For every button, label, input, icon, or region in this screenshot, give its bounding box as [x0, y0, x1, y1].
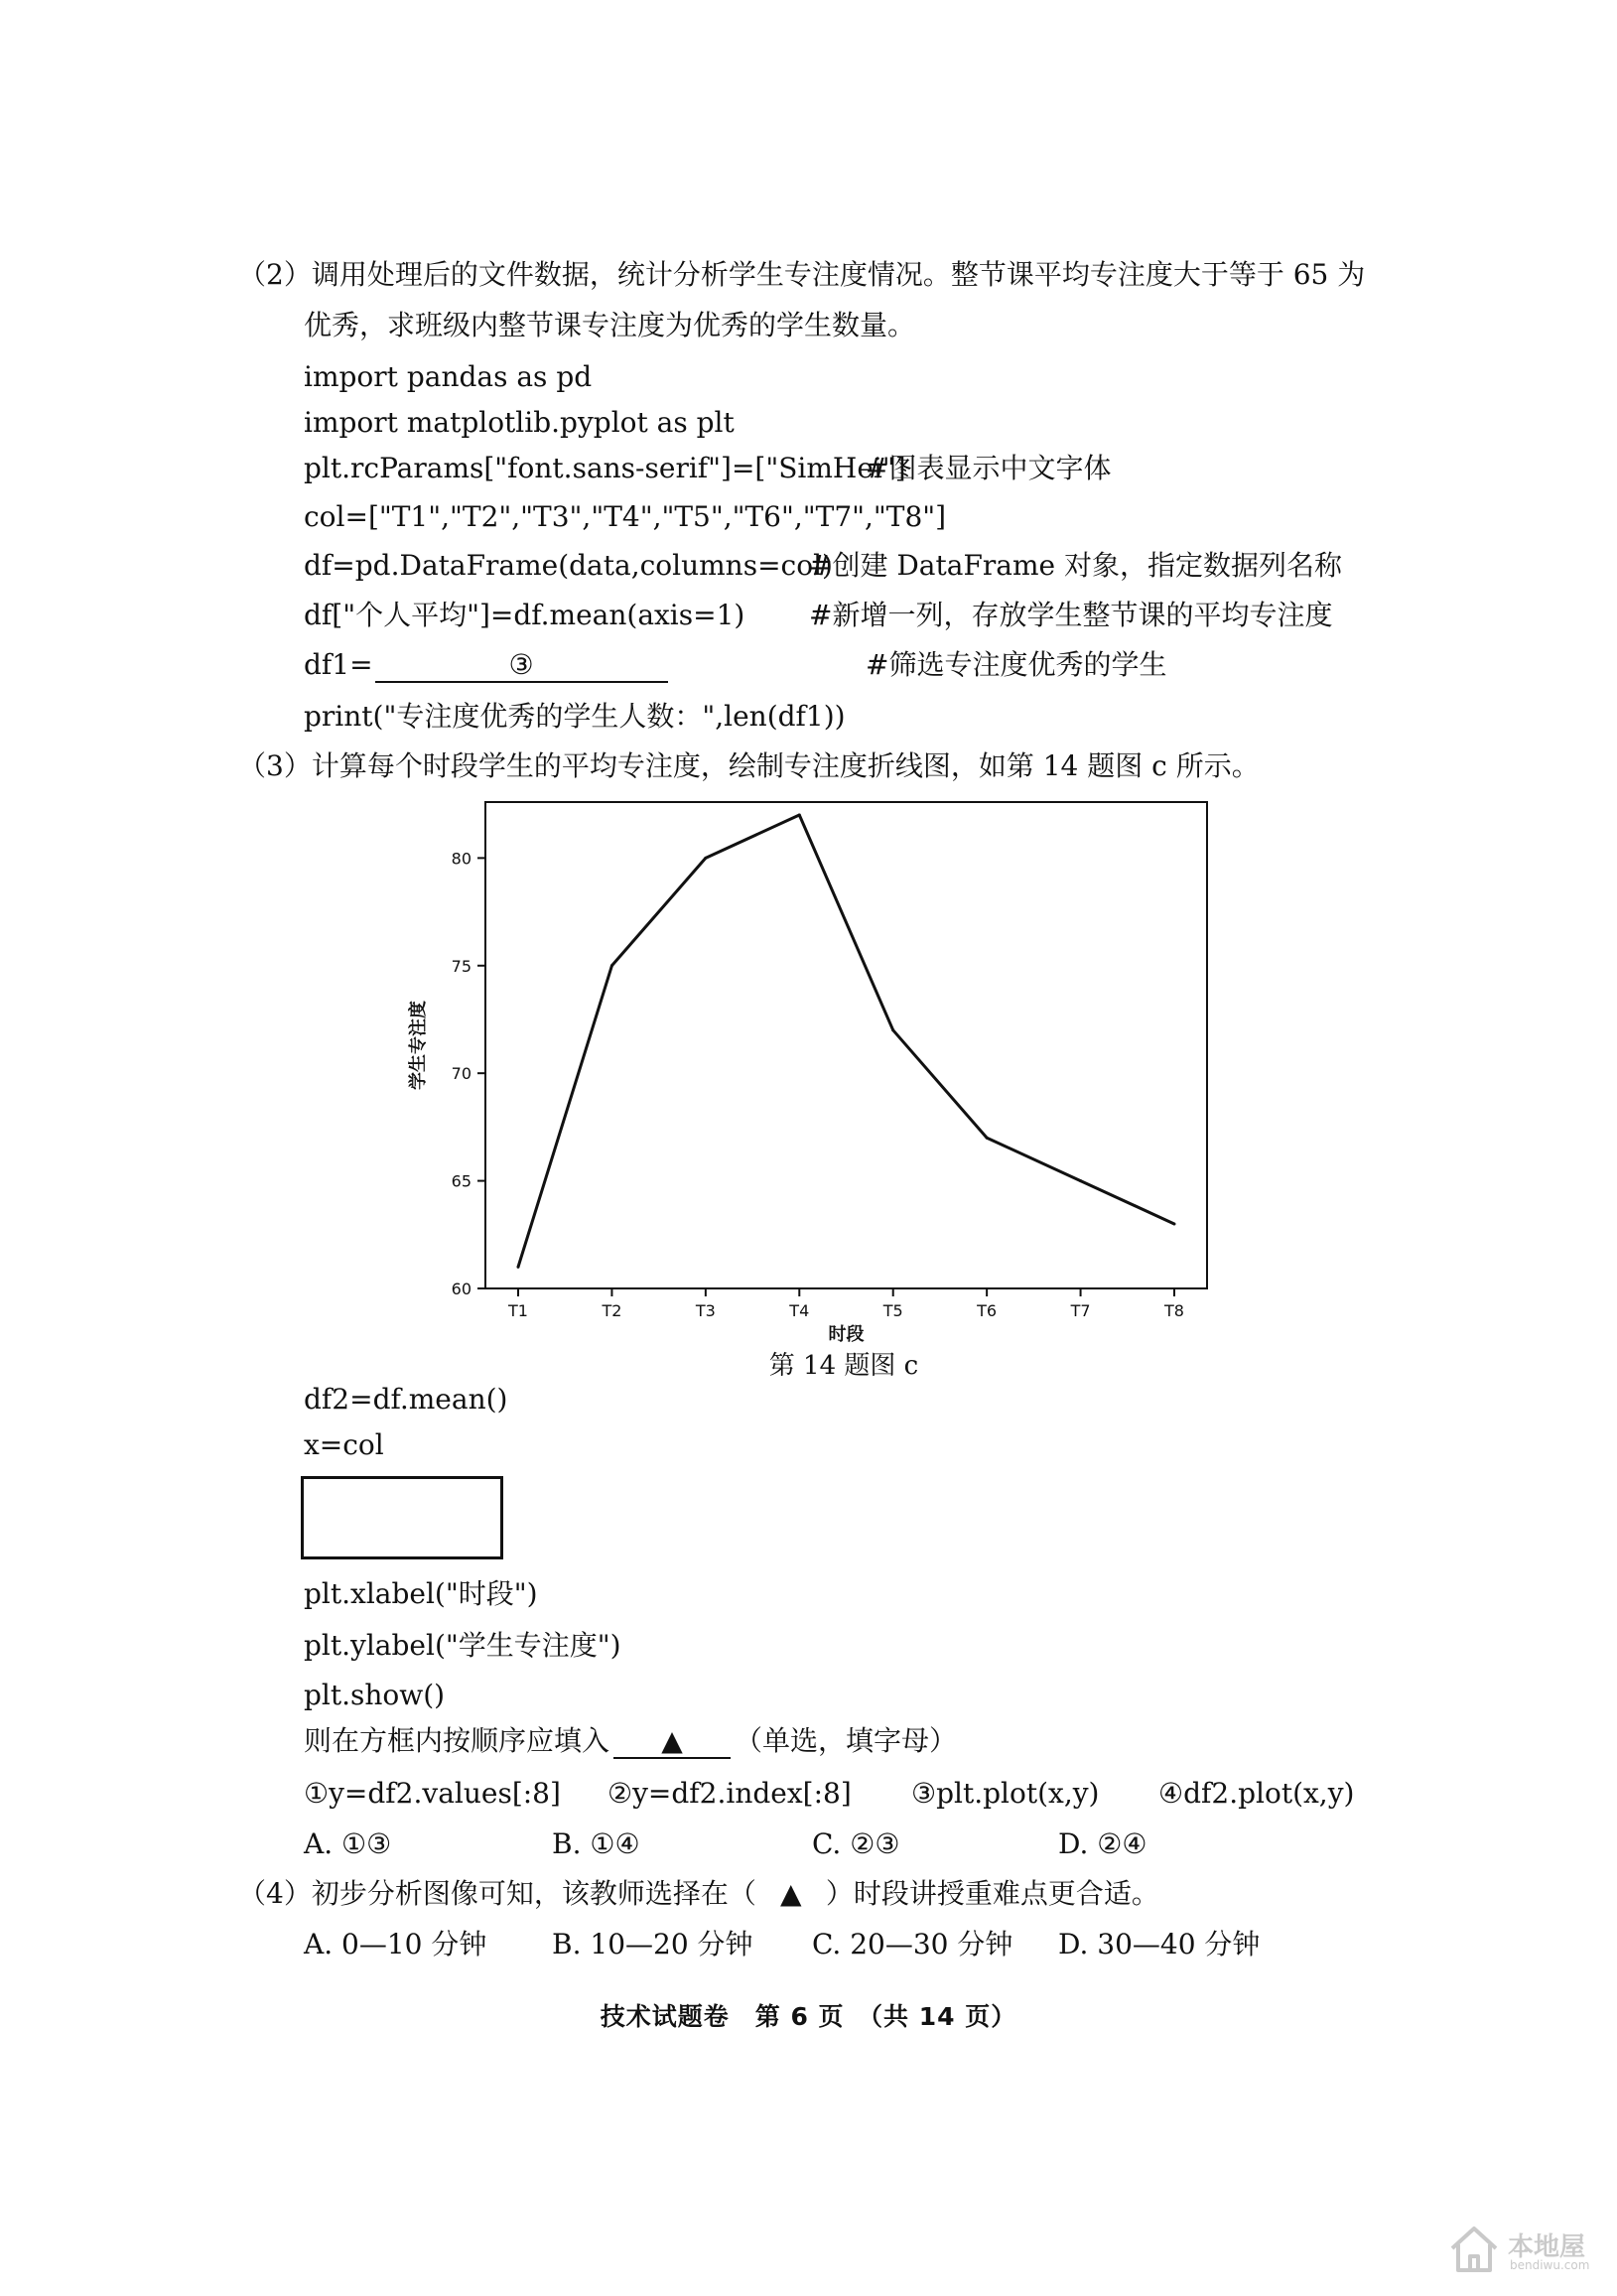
q3-option-a[interactable]: A. ①③ — [304, 1827, 392, 1860]
code-line-x: x=col — [304, 1428, 384, 1461]
q3-text-line1: （3）计算每个时段学生的平均专注度，绘制专注度折线图，如第 14 题图 c 所示。 — [238, 749, 1260, 782]
q4-text — [238, 1876, 1159, 1912]
data-point — [891, 1028, 894, 1031]
watermark-url: bendiwu.com — [1510, 2258, 1590, 2272]
data-point — [798, 814, 801, 817]
choice-2: ②y=df2.index[:8] — [607, 1777, 852, 1810]
code-comment-rcparams: #图表显示中文字体 — [866, 452, 1112, 484]
code-answer-box[interactable] — [301, 1476, 503, 1559]
answer-blank-3[interactable]: ③ — [375, 649, 668, 683]
code-comment-dataframe: #创建 DataFrame 对象，指定数据列名称 — [809, 549, 1342, 582]
x-tick-label: T8 — [1164, 1301, 1184, 1320]
code-line-rcparams: plt.rcParams["font.sans-serif"]=["SimHei"] — [304, 452, 906, 484]
code-line-import-matplotlib: import matplotlib.pyplot as plt — [304, 406, 735, 439]
q2-text-line2: 优秀，求班级内整节课专注度为优秀的学生数量。 — [304, 309, 916, 341]
code-comment-mean: #新增一列，存放学生整节课的平均专注度 — [809, 599, 1333, 631]
y-tick-label: 60 — [451, 1280, 472, 1298]
series-line — [518, 815, 1174, 1267]
q4-suffix: ）时段讲授重难点更合适。 — [825, 1877, 1159, 1910]
y-tick-label: 65 — [451, 1171, 472, 1191]
x-tick-label: T3 — [695, 1301, 716, 1320]
x-tick-label: T6 — [977, 1301, 998, 1320]
figure-caption: 第 14 题图 c — [768, 1351, 919, 1381]
data-point — [1079, 1179, 1082, 1182]
y-tick-label: 70 — [451, 1064, 472, 1084]
x-tick-label: T2 — [602, 1301, 622, 1320]
code-line-col: col=["T1","T2","T3","T4","T5","T6","T7","T8"] — [304, 500, 947, 533]
plot-frame — [485, 802, 1207, 1288]
watermark-text: 本地屋 — [1508, 2232, 1586, 2262]
q3-option-b[interactable]: B. ①④ — [552, 1827, 640, 1860]
y-tick-label: 80 — [451, 849, 472, 869]
q4-option-b[interactable]: B. 10—20 分钟 — [552, 1928, 753, 1960]
fill-prefix: 则在方框内按顺序应填入 — [304, 1724, 610, 1757]
y-tick-label: 75 — [451, 956, 472, 976]
choice-3: ③plt.plot(x,y) — [911, 1777, 1100, 1810]
q2-text-line1: （2）调用处理后的文件数据，统计分析学生专注度情况。整节课平均专注度大于等于 65 为 — [238, 258, 1366, 291]
q3-option-d[interactable]: D. ②④ — [1058, 1827, 1147, 1860]
q4-option-c[interactable]: C. 20—30 分钟 — [812, 1928, 1013, 1960]
q4-option-d[interactable]: D. 30—40 分钟 — [1058, 1928, 1261, 1960]
code-line-show: plt.show() — [304, 1679, 446, 1711]
df1-prefix: df1= — [304, 648, 373, 681]
choice-4: ④df2.plot(x,y) — [1158, 1777, 1355, 1810]
code-line-ylabel: plt.ylabel("学生专注度") — [304, 1629, 621, 1662]
x-tick-label: T7 — [1070, 1301, 1091, 1320]
code-line-mean: df["个人平均"]=df.mean(axis=1) — [304, 599, 745, 631]
watermark — [1446, 2217, 1595, 2278]
q3-option-c[interactable]: C. ②③ — [812, 1827, 900, 1860]
q4-prefix: （4）初步分析图像可知，该教师选择在（ — [238, 1877, 756, 1910]
data-point — [1173, 1222, 1176, 1225]
answer-blank-q4[interactable]: ▲ — [780, 1877, 802, 1910]
x-tick-label: T5 — [882, 1301, 903, 1320]
code-line-xlabel: plt.xlabel("时段") — [304, 1577, 538, 1610]
page-footer: 技术试题卷 第 6 页 （共 14 页） — [600, 2002, 1017, 2031]
code-line-df2: df2=df.mean() — [304, 1383, 508, 1416]
code-line-dataframe: df=pd.DataFrame(data,columns=col) — [304, 549, 833, 582]
answer-blank-q3[interactable]: ▲ — [613, 1725, 731, 1759]
x-tick-label: T4 — [789, 1301, 810, 1320]
y-axis-label: 学生专注度 — [408, 1001, 429, 1090]
x-axis-label: 时段 — [828, 1324, 865, 1345]
data-point — [610, 964, 613, 967]
data-point — [704, 857, 707, 860]
fill-suffix: （单选，填字母） — [735, 1724, 958, 1757]
code-line-print: print("专注度优秀的学生人数：",len(df1)) — [304, 700, 846, 733]
q4-option-a[interactable]: A. 0—10 分钟 — [304, 1928, 487, 1960]
code-comment-df1: #筛选专注度优秀的学生 — [866, 648, 1167, 681]
house-icon — [1446, 2221, 1502, 2276]
q3-fill-instruction — [304, 1723, 957, 1759]
choice-1: ①y=df2.values[:8] — [304, 1777, 561, 1810]
data-point — [986, 1137, 989, 1140]
x-tick-label: T1 — [508, 1301, 528, 1320]
code-line-import-pandas: import pandas as pd — [304, 360, 593, 393]
data-point — [517, 1266, 520, 1269]
